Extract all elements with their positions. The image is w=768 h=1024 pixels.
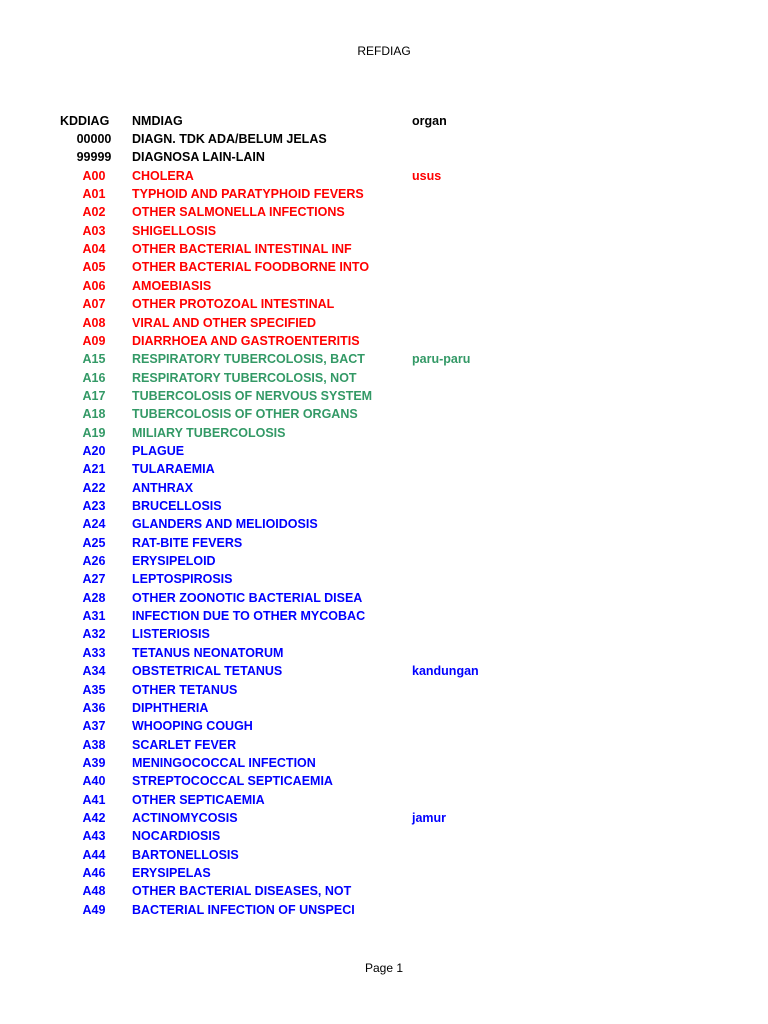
row-name: OTHER TETANUS	[132, 682, 238, 697]
table-row	[0, 130, 768, 148]
row-code: A37	[82, 719, 106, 734]
row-name: MILIARY TUBERCOLOSIS	[132, 425, 286, 440]
row-name: ANTHRAX	[132, 480, 194, 495]
row-name: WHOOPING COUGH	[132, 719, 253, 734]
row-code: A49	[82, 902, 106, 917]
row-name: OTHER ZOONOTIC BACTERIAL DISEA	[132, 590, 363, 605]
row-code: A46	[82, 866, 106, 880]
table-row	[0, 791, 768, 809]
row-name: NOCARDIOSIS	[132, 829, 221, 844]
row-name: RAT-BITE FEVERS	[132, 535, 243, 550]
table-row	[0, 534, 768, 552]
table-row	[0, 717, 768, 735]
header-organ: organ	[412, 114, 447, 128]
row-name: TUBERCOLOSIS OF OTHER ORGANS	[132, 407, 358, 422]
table-row	[0, 607, 768, 625]
table-row	[0, 570, 768, 588]
row-organ: paru-paru	[412, 352, 471, 367]
row-code: A48	[82, 884, 106, 899]
row-code: A00	[82, 168, 106, 183]
row-name: TUBERCOLOSIS OF NERVOUS SYSTEM	[132, 388, 373, 403]
row-code: A08	[82, 315, 106, 330]
table-row	[0, 625, 768, 643]
table-row	[0, 681, 768, 699]
row-code: A15	[82, 352, 106, 367]
row-code: A06	[82, 278, 106, 293]
row-name: DIPHTHERIA	[132, 700, 209, 715]
table-row	[0, 295, 768, 313]
row-name: BARTONELLOSIS	[132, 847, 239, 862]
row-code: A26	[82, 554, 106, 569]
row-name: TYPHOID AND PARATYPHOID FEVERS	[132, 187, 364, 202]
row-name: GLANDERS AND MELIOIDOSIS	[132, 517, 318, 532]
row-code: A35	[82, 682, 106, 697]
row-name: DIAGN. TDK ADA/BELUM JELAS	[132, 132, 327, 146]
row-name: OTHER SALMONELLA INFECTIONS	[132, 205, 345, 220]
table-row	[0, 424, 768, 442]
table-row	[0, 185, 768, 203]
table-row	[0, 901, 768, 919]
table-row	[0, 240, 768, 258]
row-name: OTHER PROTOZOAL INTESTINAL	[132, 297, 335, 312]
table-header	[0, 112, 768, 130]
table-row	[0, 754, 768, 772]
table-row	[0, 552, 768, 570]
row-code: A20	[82, 443, 106, 458]
table-row	[0, 442, 768, 460]
row-name: OTHER SEPTICAEMIA	[132, 792, 265, 807]
table-row	[0, 809, 768, 827]
table-row	[0, 332, 768, 350]
table-row	[0, 479, 768, 497]
row-name: DIARRHOEA AND GASTROENTERITIS	[132, 333, 360, 348]
row-code: A19	[82, 425, 106, 440]
row-code: A05	[82, 260, 106, 275]
row-code: 00000	[76, 132, 112, 146]
row-name: SCARLET FEVER	[132, 737, 237, 752]
row-code: A32	[82, 627, 106, 642]
row-name: OTHER BACTERIAL DISEASES, NOT	[132, 884, 352, 899]
row-code: A16	[82, 370, 106, 385]
row-code: A07	[82, 297, 106, 312]
table-row	[0, 369, 768, 387]
table-row	[0, 515, 768, 533]
row-code: A33	[82, 645, 106, 660]
row-name: LEPTOSPIROSIS	[132, 572, 233, 587]
row-code: A34	[82, 664, 106, 679]
row-name: OTHER BACTERIAL INTESTINAL INF	[132, 242, 352, 257]
row-name: OTHER BACTERIAL FOODBORNE INTO	[132, 260, 370, 275]
row-code: A23	[82, 499, 106, 513]
row-code: A43	[82, 829, 106, 844]
table-row	[0, 350, 768, 368]
row-code: A18	[82, 407, 106, 422]
row-code: A42	[82, 810, 106, 825]
row-code: A09	[82, 333, 106, 348]
row-code: A02	[82, 205, 106, 220]
table-row	[0, 258, 768, 276]
page-title: REFDIAG	[357, 44, 411, 58]
table-row	[0, 387, 768, 405]
header-code: KDDIAG	[60, 114, 110, 128]
table-row	[0, 314, 768, 332]
row-name: AMOEBIASIS	[132, 278, 212, 293]
table-row	[0, 644, 768, 662]
table-row	[0, 222, 768, 240]
row-code: A44	[82, 847, 106, 862]
row-name: BRUCELLOSIS	[132, 499, 222, 513]
table-row	[0, 277, 768, 295]
row-name: INFECTION DUE TO OTHER MYCOBAC	[132, 609, 366, 624]
row-code: A39	[82, 755, 106, 770]
row-name: ACTINOMYCOSIS	[132, 810, 238, 825]
row-name: CHOLERA	[132, 168, 194, 183]
row-name: BACTERIAL INFECTION OF UNSPECI	[132, 902, 355, 917]
table-row	[0, 882, 768, 900]
row-name: RESPIRATORY TUBERCOLOSIS, BACT	[132, 352, 365, 367]
row-name: LISTERIOSIS	[132, 627, 210, 642]
row-code: A01	[82, 187, 106, 202]
table-row	[0, 589, 768, 607]
table-row	[0, 460, 768, 478]
table-row	[0, 662, 768, 680]
row-name: SHIGELLOSIS	[132, 223, 217, 238]
row-code: A27	[82, 572, 106, 587]
page-footer: Page 1	[364, 961, 404, 975]
header-name: NMDIAG	[132, 114, 183, 128]
row-name: OBSTETRICAL TETANUS	[132, 664, 283, 679]
row-code: A28	[82, 590, 106, 605]
table-row	[0, 405, 768, 423]
row-name: TULARAEMIA	[132, 462, 215, 477]
row-code: A41	[82, 792, 106, 807]
row-code: 99999	[76, 150, 112, 165]
row-name: DIAGNOSA LAIN-LAIN	[132, 150, 265, 165]
row-name: TETANUS NEONATORUM	[132, 645, 284, 660]
row-name: MENINGOCOCCAL INFECTION	[132, 755, 316, 770]
row-code: A25	[82, 535, 106, 550]
row-code: A21	[82, 462, 106, 477]
table-row	[0, 736, 768, 754]
row-code: A36	[82, 700, 106, 715]
table-row	[0, 167, 768, 185]
row-code: A03	[82, 223, 106, 238]
row-name: ERYSIPELAS	[132, 866, 211, 880]
row-code: A31	[82, 609, 106, 624]
row-name: PLAGUE	[132, 443, 185, 458]
table-row	[0, 699, 768, 717]
table-row	[0, 772, 768, 790]
table-row	[0, 846, 768, 864]
row-code: A04	[82, 242, 106, 257]
row-code: A40	[82, 774, 106, 789]
row-name: STREPTOCOCCAL SEPTICAEMIA	[132, 774, 333, 789]
table-row	[0, 203, 768, 221]
row-name: VIRAL AND OTHER SPECIFIED	[132, 315, 317, 330]
row-code: A17	[82, 388, 106, 403]
row-name: RESPIRATORY TUBERCOLOSIS, NOT	[132, 370, 357, 385]
row-organ: kandungan	[412, 664, 479, 679]
row-organ: usus	[412, 168, 442, 183]
table-row	[0, 148, 768, 166]
table-row	[0, 864, 768, 882]
row-code: A24	[82, 517, 106, 532]
row-organ: jamur	[412, 810, 447, 825]
row-code: A22	[82, 480, 106, 495]
table-row	[0, 497, 768, 515]
row-name: ERYSIPELOID	[132, 554, 216, 569]
row-code: A38	[82, 737, 106, 752]
table-row	[0, 827, 768, 845]
